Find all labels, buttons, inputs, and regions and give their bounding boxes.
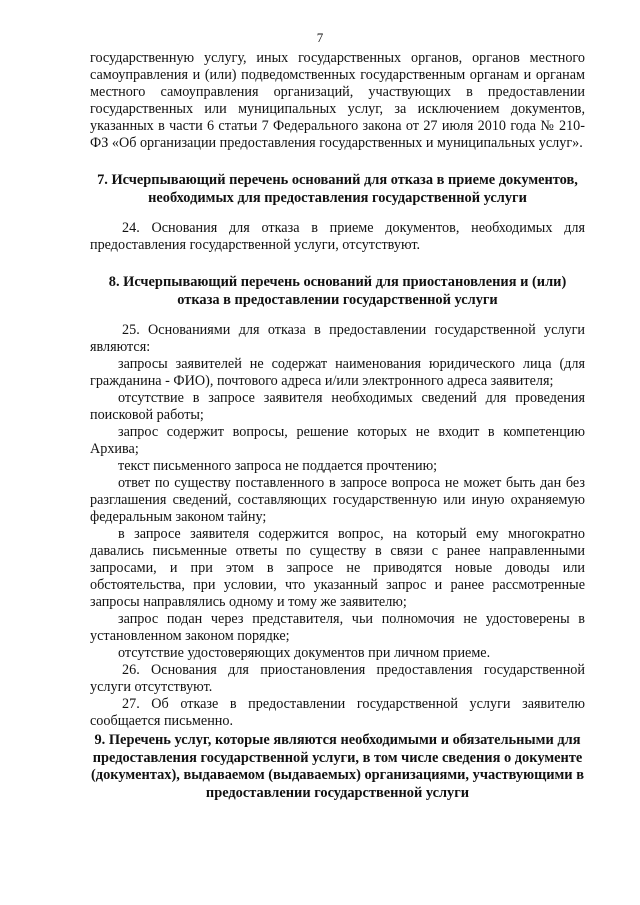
section-heading-8: 8. Исчерпывающий перечень оснований для приостановления и (или) отказа в предоставлении государственной услуги — [108, 274, 567, 308]
paragraph-27: 27. Об отказе в предоставлении государственной услуги заявителю сообщается письменно. — [90, 696, 585, 729]
paragraph-26: 26. Основания для приостановления предоставления государственной услуги отсутствуют. — [90, 662, 585, 695]
paragraph-25-item: запрос содержит вопросы, решение которых не входит в компетенцию Архива; — [90, 424, 585, 457]
section-heading-9: 9. Перечень услуг, которые являются необходимыми и обязательными для предоставления государственной услуги, в том числе сведения о документе (документах), выдаваемом (выдаваемых) организациями, участвующими в предоставлении государственной услуги — [91, 732, 584, 801]
paragraph-25-item: ответ по существу поставленного в запросе вопроса не может быть дан без разглашения сведений, составляющих государственную или иную охраняемую федеральным законом тайну; — [90, 475, 585, 525]
paragraph-25-item: отсутствие в запросе заявителя необходимых сведений для проведения поисковой работы; — [90, 390, 585, 423]
page-number: 7 — [316, 30, 324, 45]
paragraph-25-item: запрос подан через представителя, чьи полномочия не удостоверены в установленном законом порядке; — [90, 611, 585, 644]
paragraph-24: 24. Основания для отказа в приеме документов, необходимых для предоставления государственной услуги, отсутствуют. — [90, 220, 585, 253]
paragraph-25: 25. Основаниями для отказа в предоставлении государственной услуги являются: — [90, 322, 585, 355]
paragraph-intro: государственную услугу, иных государственных органов, органов местного самоуправления и (или) подведомственных государственным органам и органам местного самоуправления организаций, участвующих в предоставлении государственных или муниципальных услуг, за исключением документов, указанных в части 6 статьи 7 Федерального закона от 27 июля 2010 года № 210-ФЗ «Об организации предоставления государственных и муниципальных услуг». — [90, 50, 585, 151]
paragraph-25-item: текст письменного запроса не поддается прочтению; — [118, 458, 438, 474]
paragraph-25-item: запросы заявителей не содержат наименования юридического лица (для гражданина - ФИО), почтового адреса и/или электронного адреса заявителя; — [90, 356, 585, 389]
paragraph-25-item: отсутствие удостоверяющих документов при личном приеме. — [118, 645, 491, 661]
section-heading-7: 7. Исчерпывающий перечень оснований для отказа в приеме документов, необходимых для предоставления государственной услуги — [97, 172, 578, 206]
document-body — [90, 50, 585, 802]
paragraph-25-item: в запросе заявителя содержится вопрос, на который ему многократно давались письменные ответы по существу в связи с ранее направленными запросами, и при этом в запросе не приводятся новые доводы или обстоятельства, при условии, что указанный запрос и ранее рассмотренные запросы направлялись одному и тому же заявителю; — [90, 526, 585, 610]
